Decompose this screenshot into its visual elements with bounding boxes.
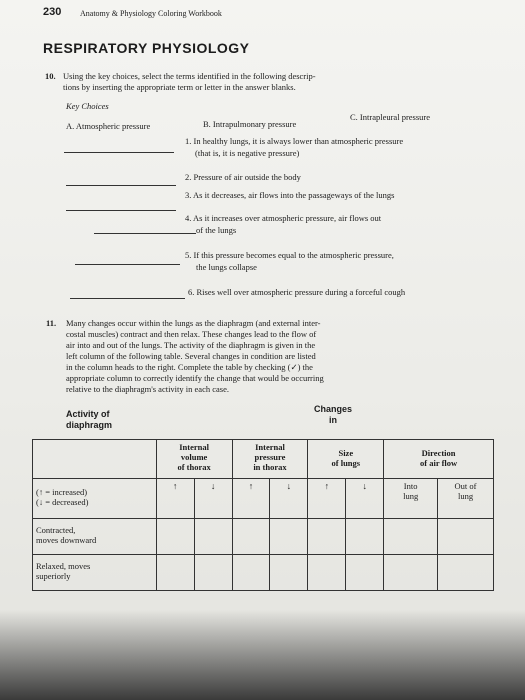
q10-item-1: 1. In healthy lungs, it is always lower than atmospheric pressure: [185, 136, 404, 146]
q10-item-2: 2. Pressure of air outside the body: [185, 172, 301, 182]
book-title: Anatomy & Physiology Coloring Workbook: [80, 9, 222, 18]
check-cell[interactable]: [270, 519, 308, 555]
q10-number: 10.: [45, 71, 56, 81]
check-cell[interactable]: [438, 555, 494, 591]
q10-item-3: 3. As it decreases, air flows into the passageways of the lungs: [185, 190, 395, 200]
changes-header: Changes in: [313, 404, 352, 425]
out-of-lung-header: Out of lung: [438, 479, 494, 519]
check-cell[interactable]: [232, 519, 270, 555]
q10-item-1-cont: (that is, it is negative pressure): [195, 148, 300, 158]
col-header-volume: Internal volume of thorax: [156, 440, 232, 479]
activity-header: Activity of diaphragm: [66, 409, 113, 430]
page-number: 230: [43, 6, 62, 18]
answer-blank-6[interactable]: [70, 298, 185, 299]
into-lung-header: Into lung: [384, 479, 438, 519]
answer-blank-3[interactable]: [66, 210, 176, 211]
check-cell[interactable]: [346, 555, 384, 591]
q11-line-1: Many changes occur within the lungs as the diaphragm (and external inter-: [66, 318, 321, 328]
arrow-down-pressure: ↓: [270, 479, 308, 519]
key-choice-b: B. Intrapulmonary pressure: [203, 119, 297, 129]
section-title: RESPIRATORY PHYSIOLOGY: [43, 40, 250, 56]
row-label-relaxed: Relaxed, moves superiorly: [33, 555, 157, 591]
check-cell[interactable]: [194, 555, 232, 591]
check-cell[interactable]: [232, 555, 270, 591]
check-cell[interactable]: [194, 519, 232, 555]
key-choice-a: A. Atmospheric pressure: [66, 121, 151, 131]
col-header-pressure: Internal pressure in thorax: [232, 440, 308, 479]
check-cell[interactable]: [156, 519, 194, 555]
check-cell[interactable]: [308, 555, 346, 591]
answer-blank-4[interactable]: [94, 233, 196, 234]
check-cell[interactable]: [384, 555, 438, 591]
arrow-up-volume: ↑: [156, 479, 194, 519]
check-cell[interactable]: [308, 519, 346, 555]
answer-blank-5[interactable]: [75, 264, 180, 265]
col-header-direction: Direction of air flow: [384, 440, 494, 479]
check-cell[interactable]: [346, 519, 384, 555]
q11-line-2: costal muscles) contract and then relax. These changes lead to the flow of: [66, 329, 317, 339]
q11-line-3: air into and out of the lungs. The activity of the diaphragm is given in the: [66, 340, 316, 350]
check-cell[interactable]: [438, 519, 494, 555]
q11-number: 11.: [46, 318, 57, 328]
q10-instructions-line2: tions by inserting the appropriate term or letter in the answer blanks.: [63, 82, 296, 92]
arrow-up-pressure: ↑: [232, 479, 270, 519]
key-choices-label: Key Choices: [66, 101, 109, 111]
empty-header-cell: [33, 440, 157, 479]
arrow-down-size: ↓: [346, 479, 384, 519]
answer-blank-2[interactable]: [66, 185, 176, 186]
q10-item-6: 6. Rises well over atmospheric pressure during a forceful cough: [188, 287, 406, 297]
check-cell[interactable]: [156, 555, 194, 591]
q10-item-4: 4. As it increases over atmospheric pressure, air flows out: [185, 213, 382, 223]
q11-line-6: appropriate column to correctly identify the change that would be occurring: [66, 373, 324, 383]
q10-item-5-cont: the lungs collapse: [196, 262, 257, 272]
col-header-size: Size of lungs: [308, 440, 384, 479]
arrow-down-volume: ↓: [194, 479, 232, 519]
q10-item-4-cont: of the lungs: [196, 225, 237, 235]
q10-instructions-line1: Using the key choices, select the terms identified in the following descrip-: [63, 71, 316, 81]
key-choice-c: C. Intrapleural pressure: [350, 112, 431, 122]
q11-line-7: relative to the diaphragm's activity in each case.: [66, 384, 229, 394]
row-label-contracted: Contracted, moves downward: [33, 519, 157, 555]
legend-cell: (↑ = increased) (↓ = decreased): [33, 479, 157, 519]
diaphragm-table: [32, 439, 494, 591]
q11-line-4: left column of the following table. Several changes in condition are listed: [66, 351, 316, 361]
q11-line-5: in the column heads to the right. Complete the table by checking (✓) the: [66, 362, 313, 372]
check-cell[interactable]: [270, 555, 308, 591]
check-cell[interactable]: [384, 519, 438, 555]
arrow-up-size: ↑: [308, 479, 346, 519]
answer-blank-1[interactable]: [64, 152, 174, 153]
q10-item-5: 5. If this pressure becomes equal to the atmospheric pressure,: [185, 250, 394, 260]
